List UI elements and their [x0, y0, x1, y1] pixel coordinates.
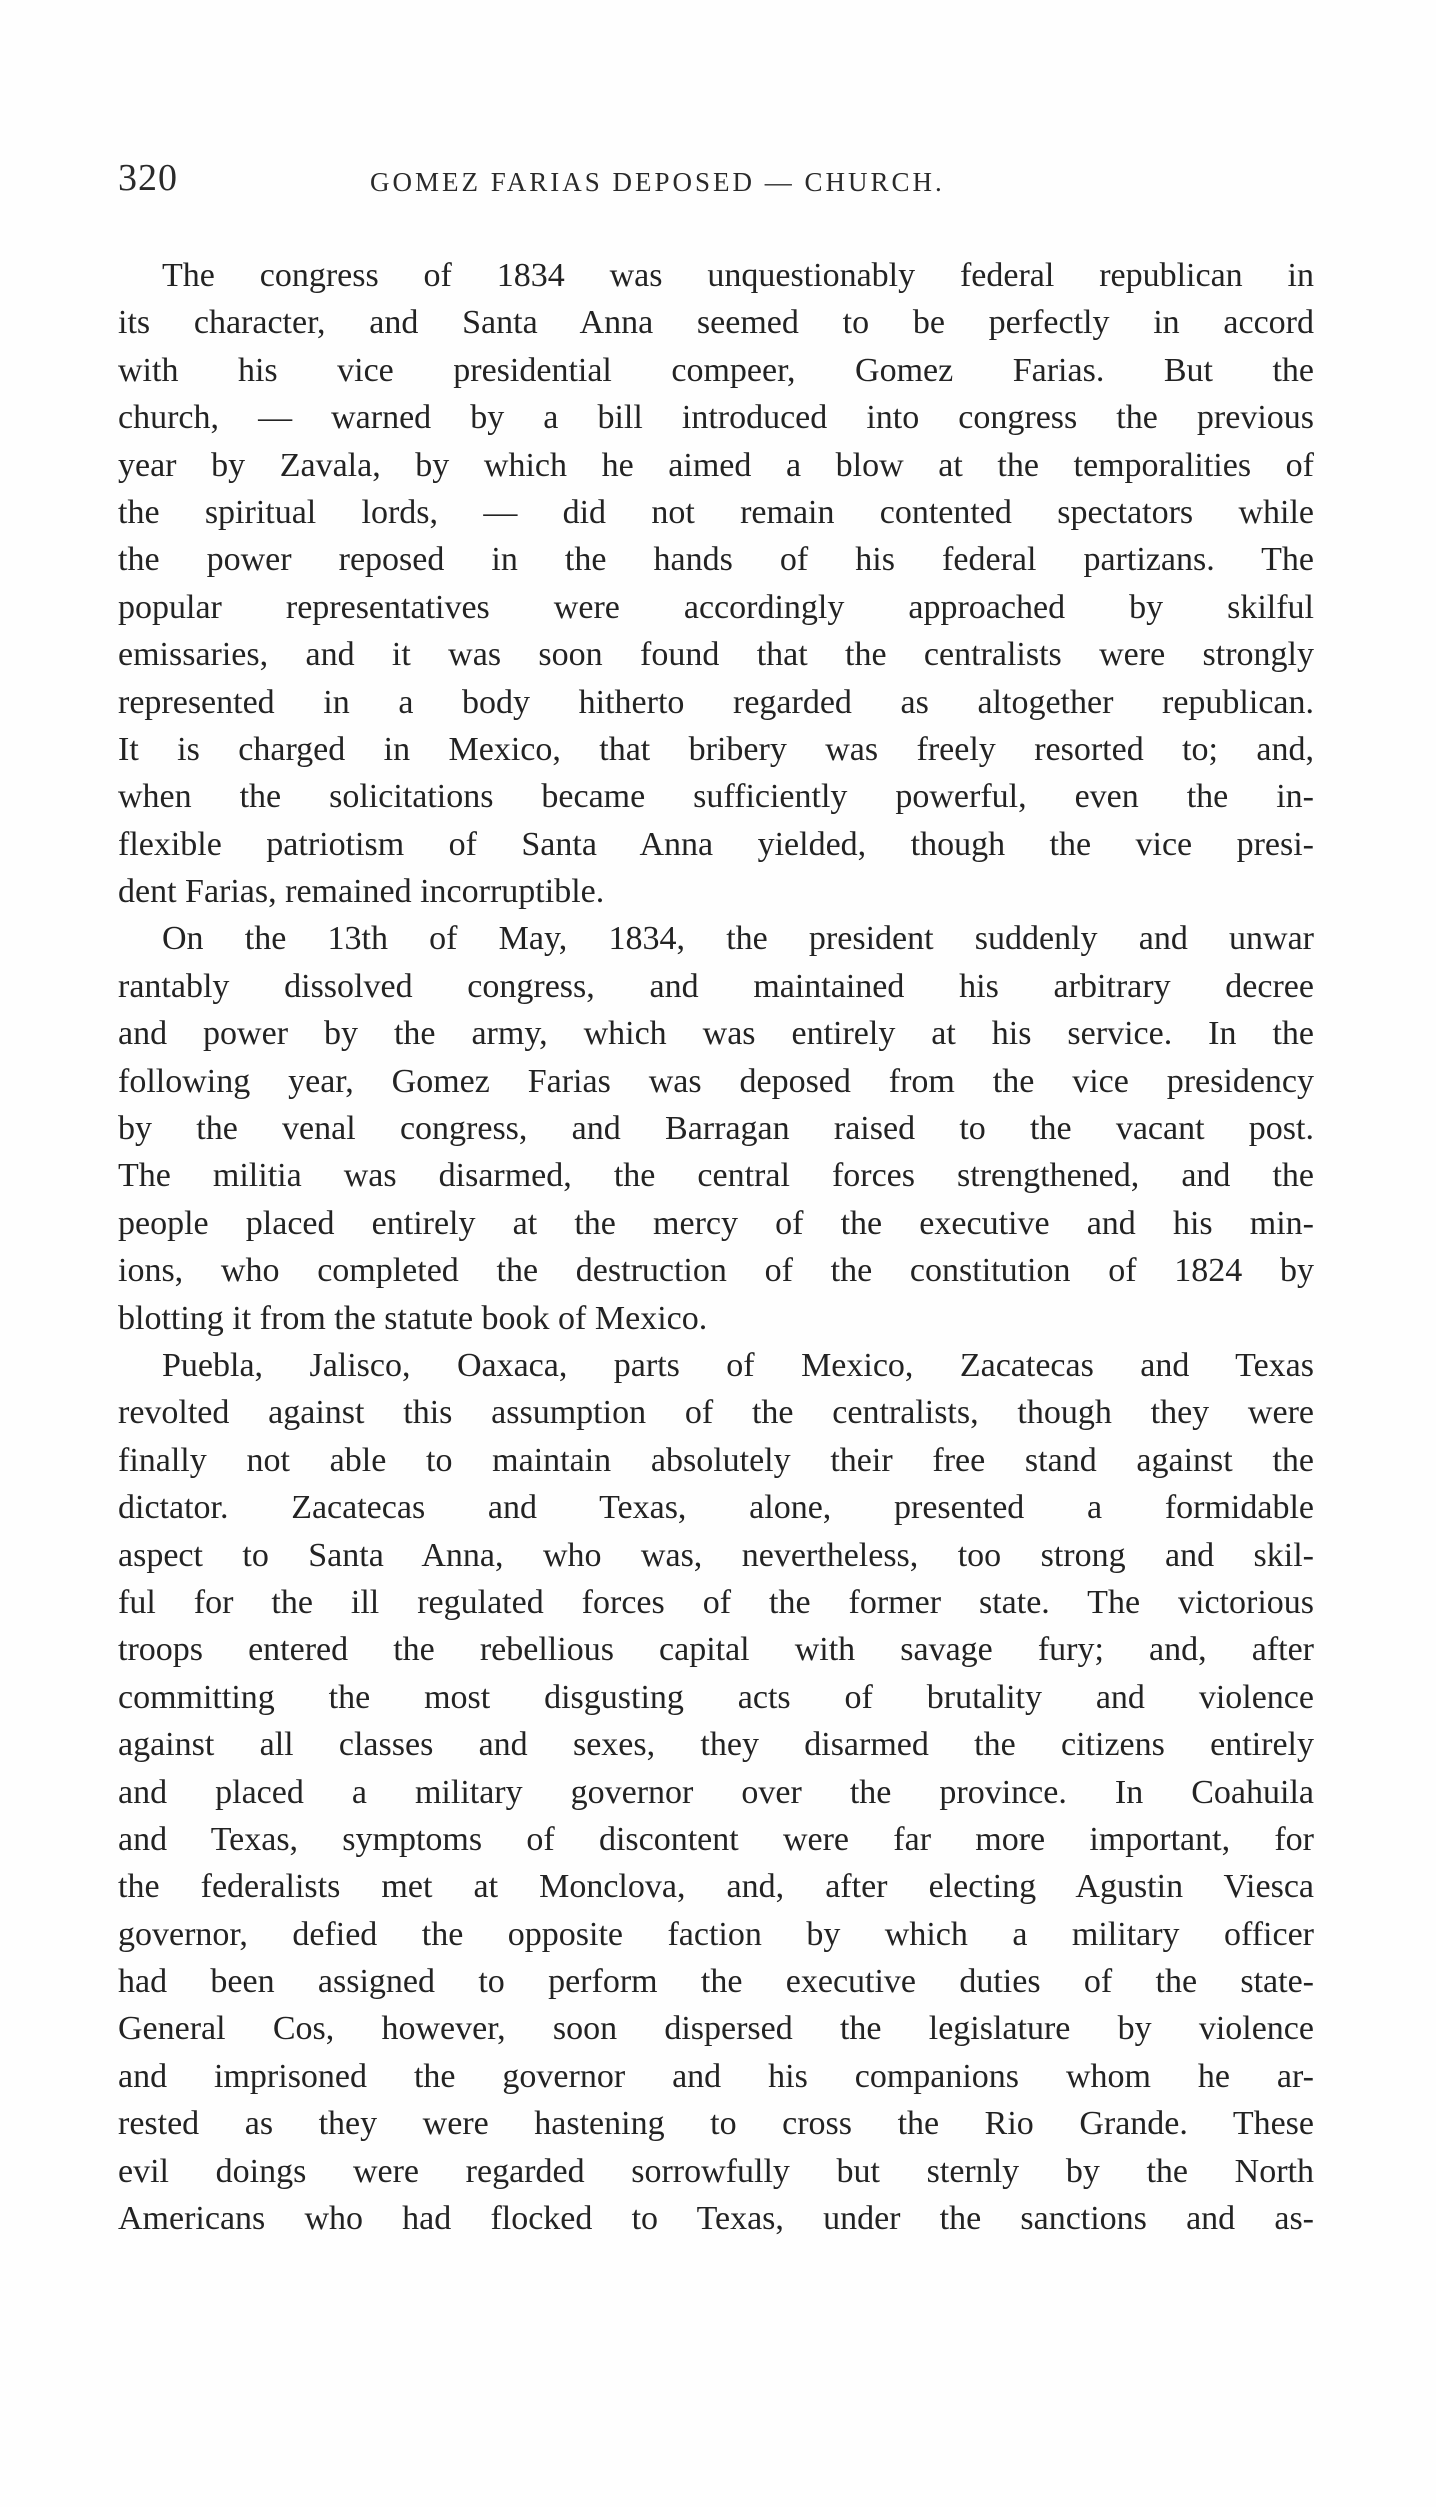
text-line: the spiritual lords, — did not remain contented spectators while	[118, 493, 1314, 531]
text-line: with his vice presidential compeer, Gomez Farias. But the	[118, 351, 1314, 389]
text-line: It is charged in Mexico, that bribery was freely resorted to; and,	[118, 730, 1314, 768]
text-line: On the 13th of May, 1834, the president suddenly and unwar	[162, 920, 1314, 958]
text-line: people placed entirely at the mercy of the executive and his min-	[118, 1204, 1314, 1242]
paragraph-3	[118, 1342, 1314, 2242]
text-line: and imprisoned the governor and his companions whom he ar-	[118, 2057, 1314, 2095]
text-line: flexible patriotism of Santa Anna yielded, though the vice presi-	[118, 825, 1314, 863]
text-line: ful for the ill regulated forces of the former state. The victorious	[118, 1583, 1314, 1621]
page-number: 320	[118, 157, 178, 199]
text-line: evil doings were regarded sorrowfully but sternly by the North	[118, 2152, 1314, 2190]
text-line: year by Zavala, by which he aimed a blow at the temporalities of	[118, 446, 1314, 484]
text-line: following year, Gomez Farias was deposed from the vice presidency	[118, 1062, 1314, 1100]
text-line: the federalists met at Monclova, and, after electing Agustin Viesca	[118, 1868, 1314, 1906]
text-line: by the venal congress, and Barragan raised to the vacant post.	[118, 1110, 1314, 1148]
text-line: the power reposed in the hands of his federal partizans. The	[118, 541, 1314, 579]
paragraph-1	[118, 252, 1314, 915]
text-line: Puebla, Jalisco, Oaxaca, parts of Mexico, Zacatecas and Texas	[162, 1346, 1314, 1384]
text-line: committing the most disgusting acts of brutality and violence	[118, 1678, 1314, 1716]
text-line: blotting it from the statute book of Mexico.	[118, 1299, 708, 1337]
text-line: emissaries, and it was soon found that the centralists were strongly	[118, 636, 1314, 674]
running-title: GOMEZ FARIAS DEPOSED — CHURCH.	[370, 167, 945, 197]
text-line: and Texas, symptoms of discontent were far more important, for	[118, 1820, 1314, 1858]
text-line: Americans who had flocked to Texas, under the sanctions and as-	[118, 2200, 1314, 2238]
text-line: governor, defied the opposite faction by which a military officer	[118, 1915, 1314, 1953]
text-line: dent Farias, remained incorruptible.	[118, 873, 605, 911]
text-line: finally not able to maintain absolutely their free stand against the	[118, 1441, 1314, 1479]
text-line: represented in a body hitherto regarded as altogether republican.	[118, 683, 1314, 721]
text-line: revolted against this assumption of the centralists, though they were	[118, 1394, 1314, 1432]
text-line: and power by the army, which was entirely at his service. In the	[118, 1015, 1314, 1053]
text-line: and placed a military governor over the province. In Coahuila	[118, 1773, 1314, 1811]
text-line: had been assigned to perform the executive duties of the state-	[118, 1963, 1314, 2001]
text-line: The militia was disarmed, the central forces strengthened, and the	[118, 1157, 1314, 1195]
text-line: ions, who completed the destruction of the constitution of 1824 by	[118, 1252, 1314, 1290]
text-line: The congress of 1834 was unquestionably federal republican in	[162, 257, 1314, 294]
body-text	[118, 252, 1314, 2242]
text-line: when the solicitations became sufficiently powerful, even the in-	[118, 778, 1314, 816]
text-line: its character, and Santa Anna seemed to be perfectly in accord	[118, 304, 1314, 342]
text-line: aspect to Santa Anna, who was, nevertheless, too strong and skil-	[118, 1536, 1314, 1574]
text-line: against all classes and sexes, they disarmed the citizens entirely	[118, 1726, 1314, 1764]
text-line: dictator. Zacatecas and Texas, alone, presented a formidable	[118, 1489, 1314, 1527]
text-line: troops entered the rebellious capital with savage fury; and, after	[118, 1631, 1314, 1669]
text-line: General Cos, however, soon dispersed the legislature by violence	[118, 2010, 1314, 2048]
text-line: rested as they were hastening to cross the Rio Grande. These	[118, 2105, 1314, 2143]
text-line: church, — warned by a bill introduced into congress the previous	[118, 399, 1314, 437]
text-line: popular representatives were accordingly approached by skilful	[118, 588, 1314, 626]
text-line: rantably dissolved congress, and maintained his arbitrary decree	[118, 967, 1314, 1005]
page-header	[118, 150, 1318, 210]
paragraph-2	[118, 915, 1314, 1342]
